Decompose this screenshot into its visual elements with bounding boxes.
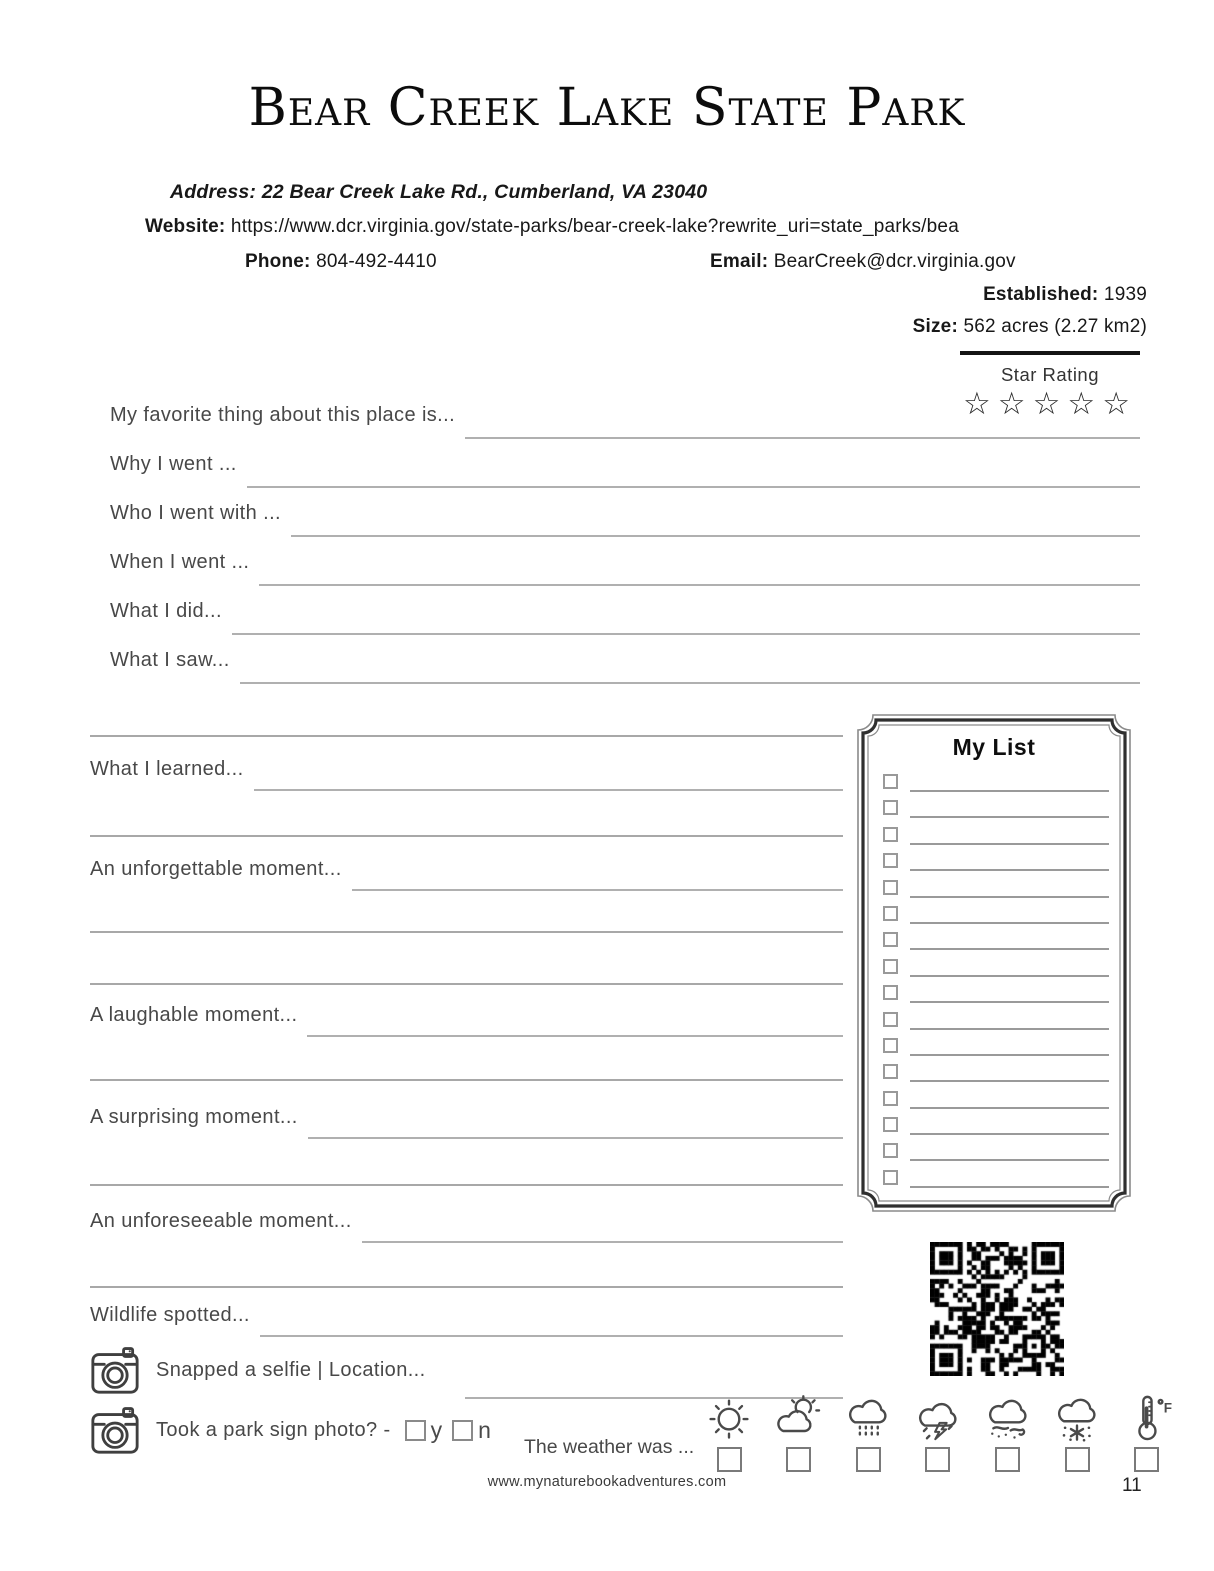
list-checkbox[interactable] (883, 1012, 898, 1027)
selfie-row (90, 1345, 843, 1395)
write-line[interactable] (247, 486, 1140, 488)
write-line[interactable] (254, 789, 843, 791)
list-row (883, 880, 1109, 898)
star-icon[interactable]: ☆ (1067, 386, 1103, 422)
established-value: 1939 (1103, 284, 1147, 305)
list-checkbox[interactable] (883, 827, 898, 842)
list-row (883, 985, 1109, 1003)
write-line[interactable] (910, 816, 1109, 818)
weather-option-temperature (1121, 1392, 1173, 1472)
page-title: Bear Creek Lake State Park (248, 78, 966, 138)
write-line[interactable] (291, 535, 1140, 537)
write-line[interactable] (465, 437, 1140, 439)
weather-option-rainy (842, 1392, 894, 1472)
park-sign-yes-checkbox[interactable] (405, 1420, 426, 1441)
journal-column (90, 727, 843, 1455)
list-checkbox[interactable] (883, 1091, 898, 1106)
journal-sections (90, 735, 843, 1337)
phone-line (245, 251, 437, 273)
rule-line (90, 1286, 843, 1288)
list-checkbox[interactable] (883, 985, 898, 1000)
weather-checkbox-sunny[interactable] (717, 1447, 742, 1472)
write-line[interactable] (910, 975, 1109, 977)
established-label: Established: (983, 284, 1099, 305)
write-line[interactable] (910, 948, 1109, 950)
camera-icon (90, 1405, 140, 1455)
no-label: n (478, 1416, 491, 1443)
write-line[interactable] (910, 1080, 1109, 1082)
svg-text:F: F (1163, 1400, 1172, 1416)
park-sign-no-checkbox[interactable] (452, 1420, 473, 1441)
weather-checkbox-windy[interactable] (995, 1447, 1020, 1472)
prompt-row (110, 537, 1140, 586)
rule-line (90, 983, 843, 985)
weather-option-stormy (912, 1392, 964, 1472)
list-checkbox[interactable] (883, 959, 898, 974)
footer-url: www.mynaturebookadventures.com (487, 1474, 727, 1490)
camera-icon (90, 1345, 140, 1395)
prompt-row (90, 1295, 843, 1337)
write-line[interactable] (910, 790, 1109, 792)
weather-option-sunny (703, 1392, 755, 1472)
prompt-label: What I did... (110, 600, 222, 622)
page-number: 11 (1122, 1475, 1142, 1496)
prompt-label: Who I went with ... (110, 502, 281, 524)
snowy-icon (1051, 1392, 1103, 1444)
weather-label: The weather was ... (524, 1436, 695, 1458)
write-line[interactable] (910, 1186, 1109, 1188)
email-label: Email: (710, 251, 769, 272)
weather-checkbox-rainy[interactable] (856, 1447, 881, 1472)
list-row (883, 1012, 1109, 1030)
size-value: 562 acres (2.27 km2) (963, 316, 1147, 337)
prompt-row (110, 635, 1140, 684)
list-row (883, 1091, 1109, 1109)
weather-option-snowy (1051, 1392, 1103, 1472)
list-checkbox[interactable] (883, 1064, 898, 1079)
write-line[interactable] (232, 633, 1140, 635)
write-line[interactable] (240, 682, 1140, 684)
prompt-row (90, 749, 843, 791)
rule-line (90, 735, 843, 737)
weather-option-partly-cloudy (773, 1392, 825, 1472)
write-line[interactable] (910, 1133, 1109, 1135)
write-line[interactable] (308, 1137, 843, 1139)
list-checkbox[interactable] (883, 774, 898, 789)
write-line[interactable] (910, 869, 1109, 871)
star-icon[interactable]: ☆ (963, 386, 998, 422)
prompt-row (90, 849, 843, 891)
rule-line (90, 1079, 843, 1081)
list-checkbox[interactable] (883, 1143, 898, 1158)
prompt-label: When I went ... (110, 551, 250, 573)
list-checkbox[interactable] (883, 853, 898, 868)
prompt-row (90, 995, 843, 1037)
write-line[interactable] (260, 1335, 843, 1337)
list-row (883, 774, 1109, 792)
list-row (883, 1170, 1109, 1188)
star-icon[interactable]: ☆ (997, 386, 1033, 422)
weather-row (703, 1392, 1173, 1472)
write-line[interactable] (352, 889, 843, 891)
list-checkbox[interactable] (883, 906, 898, 921)
size-label: Size: (912, 316, 958, 337)
phone-label: Phone: (245, 251, 311, 272)
write-line[interactable] (910, 896, 1109, 898)
prompt-label: My favorite thing about this place is... (110, 404, 456, 426)
rule-line (90, 931, 843, 933)
weather-checkbox-stormy[interactable] (925, 1447, 950, 1472)
prompt-row (110, 390, 1140, 439)
list-row (883, 959, 1109, 977)
write-line[interactable] (259, 584, 1140, 586)
selfie-label: Snapped a selfie | Location... (156, 1358, 426, 1381)
my-list-rows (883, 774, 1109, 1188)
write-line[interactable] (362, 1241, 843, 1243)
prompt-label: An unforgettable moment... (90, 858, 342, 880)
list-row (883, 906, 1109, 924)
top-prompts (110, 390, 1140, 684)
my-list-title: My List (952, 734, 1036, 760)
prompt-label: A surprising moment... (90, 1106, 298, 1128)
list-row (883, 1038, 1109, 1056)
phone-value: 804-492-4410 (316, 251, 437, 272)
write-line[interactable] (910, 843, 1109, 845)
prompt-label: An unforeseeable moment... (90, 1210, 352, 1232)
write-line[interactable] (910, 1028, 1109, 1030)
star-icon[interactable]: ☆ (1102, 386, 1137, 422)
address-label: Address: (170, 181, 257, 203)
qr-code (930, 1242, 1064, 1376)
list-row (883, 932, 1109, 950)
prompt-label: Why I went ... (110, 453, 237, 475)
email-value: BearCreek@dcr.virginia.gov (773, 251, 1016, 272)
weather-checkbox-snowy[interactable] (1065, 1447, 1090, 1472)
website-value: https://www.dcr.virginia.gov/state-parks/bear-creek-lake?rewrite_uri=state_parks/bea (230, 216, 959, 237)
stormy-icon (912, 1392, 964, 1444)
prompt-label: A laughable moment... (90, 1004, 298, 1026)
yes-label: y (430, 1416, 443, 1443)
write-line[interactable] (910, 1054, 1109, 1056)
rule-line (90, 835, 843, 837)
website-label: Website: (145, 216, 226, 237)
address-value: 22 Bear Creek Lake Rd., Cumberland, VA 23040 (261, 181, 708, 203)
website-line (145, 216, 959, 238)
prompt-row (90, 1201, 843, 1243)
rainy-icon (842, 1392, 894, 1444)
write-line[interactable] (307, 1035, 843, 1037)
list-row (883, 800, 1109, 818)
star-icon[interactable]: ☆ (1032, 386, 1068, 422)
weather-checkbox-partly-cloudy[interactable] (786, 1447, 811, 1472)
my-list-box (855, 712, 1133, 1214)
partly-cloudy-icon (773, 1392, 825, 1444)
address-line (170, 181, 707, 204)
prompt-label: What I saw... (110, 649, 230, 671)
list-checkbox[interactable] (883, 1170, 898, 1185)
prompt-row (90, 1097, 843, 1139)
prompt-row (110, 439, 1140, 488)
temperature-icon (1121, 1392, 1173, 1444)
star-rating-label: Star Rating (1000, 364, 1100, 385)
weather-option-windy (982, 1392, 1034, 1472)
write-line[interactable] (910, 1001, 1109, 1003)
list-row (883, 1143, 1109, 1161)
rule-line (90, 1184, 843, 1186)
prompt-label: What I learned... (90, 758, 244, 780)
park-sign-label: Took a park sign photo? - (156, 1418, 391, 1441)
list-checkbox[interactable] (883, 880, 898, 895)
prompt-row (110, 488, 1140, 537)
list-checkbox[interactable] (883, 932, 898, 947)
email-line (710, 251, 1016, 273)
list-checkbox[interactable] (883, 1038, 898, 1053)
list-row (883, 827, 1109, 845)
list-row (883, 1064, 1109, 1082)
write-line[interactable] (910, 1107, 1109, 1109)
list-checkbox[interactable] (883, 1117, 898, 1132)
list-row (883, 1117, 1109, 1135)
sunny-icon (703, 1392, 755, 1444)
list-row (883, 853, 1109, 871)
windy-icon (982, 1392, 1034, 1444)
write-line[interactable] (910, 1159, 1109, 1161)
size-line (913, 316, 1147, 338)
rating-divider (960, 351, 1140, 355)
list-checkbox[interactable] (883, 800, 898, 815)
write-line[interactable] (910, 922, 1109, 924)
prompt-label: Wildlife spotted... (90, 1304, 250, 1326)
weather-checkbox-temperature[interactable] (1134, 1447, 1159, 1472)
established-line (983, 284, 1147, 306)
prompt-row (110, 586, 1140, 635)
